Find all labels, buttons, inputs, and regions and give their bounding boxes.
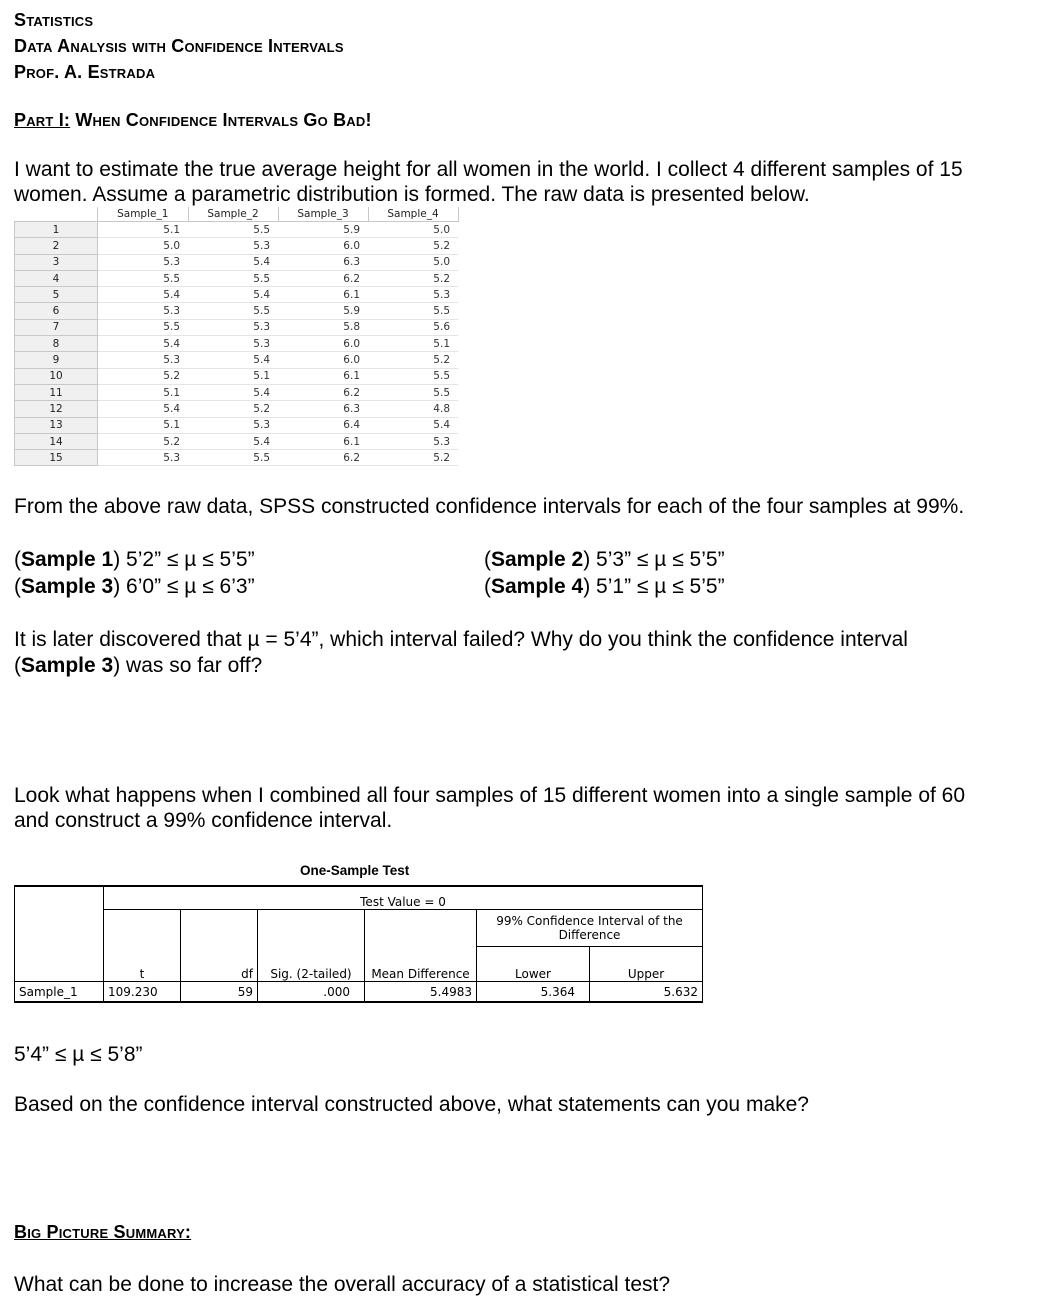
data-cell: 5.1 — [188, 368, 278, 384]
data-cell: 5.1 — [98, 417, 189, 433]
table-row — [15, 254, 459, 270]
interval-sample-2: (Sample 2) 5’3” ≤ µ ≤ 5’5” — [484, 548, 725, 571]
interval-label: Sample 3 — [21, 575, 114, 598]
data-cell: 5.9 — [278, 303, 368, 319]
table-row — [15, 238, 459, 254]
interval-range: 5’3” ≤ µ ≤ 5’5” — [590, 548, 725, 571]
data-cell: 6.0 — [278, 336, 368, 352]
table-row — [15, 319, 459, 335]
data-cell: 5.2 — [188, 401, 278, 417]
row-number: 13 — [15, 417, 98, 433]
data-cell: 5.3 — [188, 336, 278, 352]
row-number: 7 — [15, 319, 98, 335]
table-row — [15, 287, 459, 303]
question-1-line-1: It is later discovered that µ = 5’4”, which interval failed? Why do you think the confidence interval — [14, 628, 908, 651]
data-cell: 5.8 — [278, 319, 368, 335]
data-cell: 6.2 — [278, 450, 368, 466]
table-row — [15, 336, 459, 352]
column-header: Sample_2 — [188, 207, 278, 222]
row-number: 6 — [15, 303, 98, 319]
data-cell: 6.3 — [278, 401, 368, 417]
data-cell: 5.9 — [278, 222, 368, 238]
ost-ci-header: 99% Confidence Interval of the Difference — [477, 910, 703, 947]
grid-corner — [15, 207, 98, 222]
ost-data-row — [15, 982, 703, 1003]
column-header: Sample_3 — [278, 207, 368, 222]
column-header: Sample_1 — [98, 207, 189, 222]
data-cell: 6.1 — [278, 433, 368, 449]
table-row — [15, 450, 459, 466]
data-cell: 5.4 — [188, 433, 278, 449]
data-cell: 5.3 — [188, 238, 278, 254]
row-number: 15 — [15, 450, 98, 466]
data-cell: 5.0 — [368, 222, 458, 238]
table-row — [15, 303, 459, 319]
question-1-sample-label: Sample 3 — [21, 654, 114, 677]
data-cell: 5.4 — [188, 384, 278, 400]
data-cell: 5.1 — [98, 222, 189, 238]
interval-sample-1: (Sample 1) 5’2” ≤ µ ≤ 5’5” — [14, 548, 255, 571]
data-cell: 6.1 — [278, 368, 368, 384]
question-2: Based on the confidence interval constructed above, what statements can you make? — [14, 1093, 809, 1116]
data-cell: 5.5 — [188, 222, 278, 238]
data-cell: 5.5 — [368, 368, 458, 384]
spss-description: From the above raw data, SPSS constructed confidence intervals for each of the four samples at 99%. — [14, 495, 965, 518]
data-cell: 5.4 — [98, 401, 189, 417]
combined-interval: 5’4” ≤ µ ≤ 5’8” — [14, 1043, 143, 1066]
data-cell: 5.3 — [98, 254, 189, 270]
data-cell: 5.3 — [98, 352, 189, 368]
summary-heading: Big Picture Summary: — [14, 1222, 192, 1242]
topic-title: Data Analysis with Confidence Intervals — [14, 36, 344, 56]
question-1-rest: was so far off? — [120, 654, 263, 677]
data-cell: 6.2 — [278, 384, 368, 400]
part1-label: Part I: — [14, 110, 71, 130]
table-row — [15, 384, 459, 400]
ost-upper-value: 5.632 — [590, 982, 703, 1003]
data-cell: 5.4 — [368, 417, 458, 433]
ost-t-value: 109.230 — [104, 982, 181, 1003]
ost-col-lower: Lower — [477, 947, 590, 982]
combined-line-1: Look what happens when I combined all four samples of 15 different women into a single sample of 60 — [14, 784, 966, 807]
data-cell: 5.5 — [368, 384, 458, 400]
row-number: 4 — [15, 270, 98, 286]
data-cell: 5.3 — [98, 450, 189, 466]
row-number: 11 — [15, 384, 98, 400]
table-row — [15, 401, 459, 417]
data-cell: 6.3 — [278, 254, 368, 270]
table-row — [15, 352, 459, 368]
ost-col-mean-diff: Mean Difference — [365, 910, 477, 982]
data-cell: 5.2 — [368, 450, 458, 466]
interval-range: 5’1” ≤ µ ≤ 5’5” — [590, 575, 725, 598]
intro-line-1: I want to estimate the true average height for all women in the world. I collect 4 different samples of 15 — [14, 158, 963, 181]
column-header: Sample_4 — [368, 207, 458, 222]
ost-col-sig: Sig. (2-tailed) — [258, 910, 365, 982]
data-cell: 5.2 — [368, 270, 458, 286]
interval-range: 5’2” ≤ µ ≤ 5’5” — [120, 548, 255, 571]
ost-col-t: t — [104, 910, 181, 982]
intro-line-2: women. Assume a parametric distribution is formed. The raw data is presented below. — [14, 183, 810, 206]
data-cell: 6.4 — [278, 417, 368, 433]
row-number: 5 — [15, 287, 98, 303]
data-cell: 5.0 — [368, 254, 458, 270]
data-cell: 4.8 — [368, 401, 458, 417]
data-cell: 5.2 — [98, 433, 189, 449]
ost-sig-value: .000 — [258, 982, 365, 1003]
data-cell: 5.4 — [98, 336, 189, 352]
row-number: 8 — [15, 336, 98, 352]
table-row — [15, 270, 459, 286]
row-number: 9 — [15, 352, 98, 368]
ost-row-label: Sample_1 — [15, 982, 104, 1003]
data-cell: 6.1 — [278, 287, 368, 303]
ost-col-upper: Upper — [590, 947, 703, 982]
ost-header-row-2 — [15, 910, 703, 947]
ost-header-row-1 — [15, 886, 703, 910]
data-cell: 5.5 — [188, 270, 278, 286]
data-cell: 5.3 — [368, 287, 458, 303]
data-cell: 5.2 — [368, 238, 458, 254]
one-sample-test-table — [14, 885, 703, 1003]
table-row — [15, 368, 459, 384]
professor-name: Prof. A. Estrada — [14, 62, 156, 82]
ost-test-value: Test Value = 0 — [104, 886, 703, 910]
combined-line-2: and construct a 99% confidence interval. — [14, 809, 393, 832]
data-cell: 5.2 — [368, 352, 458, 368]
data-cell: 5.4 — [188, 287, 278, 303]
ost-df-value: 59 — [181, 982, 258, 1003]
part1-title: When Confidence Intervals Go Bad! — [75, 110, 372, 130]
course-title: Statistics — [14, 10, 94, 30]
interval-label: Sample 2 — [491, 548, 584, 571]
part1-heading — [14, 110, 372, 131]
interval-sample-3: (Sample 3) 6’0” ≤ µ ≤ 6’3” — [14, 575, 255, 598]
raw-data-table — [14, 207, 459, 466]
data-cell: 5.3 — [98, 303, 189, 319]
ost-col-df: df — [181, 910, 258, 982]
data-cell: 6.0 — [278, 352, 368, 368]
ost-lower-value: 5.364 — [477, 982, 590, 1003]
data-cell: 5.3 — [188, 319, 278, 335]
data-cell: 6.0 — [278, 238, 368, 254]
data-cell: 5.6 — [368, 319, 458, 335]
interval-range: 6’0” ≤ µ ≤ 6’3” — [120, 575, 255, 598]
data-cell: 5.4 — [188, 352, 278, 368]
table-row — [15, 433, 459, 449]
one-sample-test-title: One-Sample Test — [300, 863, 410, 878]
data-cell: 5.5 — [188, 303, 278, 319]
data-cell: 5.5 — [368, 303, 458, 319]
data-cell: 5.5 — [98, 319, 189, 335]
summary-question: What can be done to increase the overall accuracy of a statistical test? — [14, 1273, 671, 1296]
raw-data-header-row — [15, 207, 459, 222]
data-cell: 5.0 — [98, 238, 189, 254]
row-number: 3 — [15, 254, 98, 270]
data-cell: 5.4 — [98, 287, 189, 303]
row-number: 10 — [15, 368, 98, 384]
ost-corner — [15, 886, 104, 982]
data-cell: 6.2 — [278, 270, 368, 286]
interval-sample-4: (Sample 4) 5’1” ≤ µ ≤ 5’5” — [484, 575, 725, 598]
data-cell: 5.4 — [188, 254, 278, 270]
interval-label: Sample 4 — [491, 575, 584, 598]
row-number: 1 — [15, 222, 98, 238]
table-row — [15, 417, 459, 433]
data-cell: 5.5 — [98, 270, 189, 286]
question-1-line-2: (Sample 3) was so far off? — [14, 654, 263, 677]
interval-label: Sample 1 — [21, 548, 114, 571]
data-cell: 5.1 — [98, 384, 189, 400]
data-cell: 5.2 — [98, 368, 189, 384]
data-cell: 5.1 — [368, 336, 458, 352]
row-number: 2 — [15, 238, 98, 254]
data-cell: 5.5 — [188, 450, 278, 466]
data-cell: 5.3 — [188, 417, 278, 433]
row-number: 14 — [15, 433, 98, 449]
row-number: 12 — [15, 401, 98, 417]
ost-mean-diff-value: 5.4983 — [365, 982, 477, 1003]
data-cell: 5.3 — [368, 433, 458, 449]
table-row — [15, 222, 459, 238]
